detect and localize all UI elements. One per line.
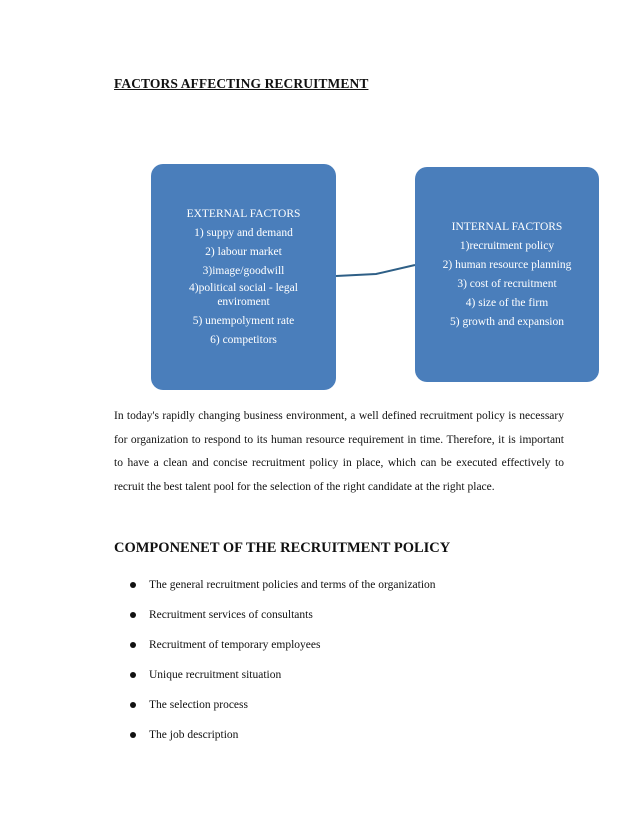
list-item xyxy=(130,635,436,665)
bullet-icon xyxy=(130,642,136,648)
internal-factors-title: INTERNAL FACTORS xyxy=(451,220,563,233)
internal-factor-item: 3) cost of recruitment xyxy=(457,277,557,290)
components-list xyxy=(130,575,436,755)
list-item xyxy=(130,575,436,605)
bullet-icon xyxy=(130,732,136,738)
internal-factors-box xyxy=(415,167,599,382)
components-heading: COMPONENET OF THE RECRUITMENT POLICY xyxy=(114,540,451,556)
external-factors-title: EXTERNAL FACTORS xyxy=(186,207,301,220)
external-factors-box xyxy=(151,164,336,390)
internal-factor-item: 4) size of the firm xyxy=(465,296,549,309)
policy-paragraph: In today's rapidly changing business environment, a well defined recruitment policy is necessary for organization to respond to its human resource requirement in time. Therefore, it is important to have a clean and concise recruitment policy in place, which can be executed effectively to recruit the best talent pool for the selection of the right candidate at the right place. xyxy=(114,410,564,493)
list-item-text: The job description xyxy=(149,729,239,741)
list-item-text: Unique recruitment situation xyxy=(149,669,282,681)
external-factor-item: 2) labour market xyxy=(205,245,282,258)
list-item-text: The general recruitment policies and terms of the organization xyxy=(149,579,436,591)
list-item xyxy=(130,695,436,725)
external-factor-item: 4)political social - legal enviroment xyxy=(189,281,298,308)
factors-heading: FACTORS AFFECTING RECRUITMENT xyxy=(114,76,369,91)
list-item xyxy=(130,605,436,635)
external-factor-item: 1) suppy and demand xyxy=(194,226,293,239)
list-item-text: Recruitment of temporary employees xyxy=(149,639,321,651)
external-factor-item: 5) unempolyment rate xyxy=(192,314,295,327)
internal-factor-item: 5) growth and expansion xyxy=(449,315,565,328)
bullet-icon xyxy=(130,612,136,618)
internal-factor-item: 1)recruitment policy xyxy=(459,239,555,252)
internal-factor-item: 2) human resource planning xyxy=(442,258,572,271)
list-item-text: The selection process xyxy=(149,699,248,711)
bullet-icon xyxy=(130,702,136,708)
external-factor-item: 3)image/goodwill xyxy=(202,264,285,277)
list-item xyxy=(130,665,436,695)
list-item-text: Recruitment services of consultants xyxy=(149,609,313,621)
bullet-icon xyxy=(130,672,136,678)
bullet-icon xyxy=(130,582,136,588)
list-item xyxy=(130,725,436,755)
external-factor-item: 6) competitors xyxy=(210,333,277,346)
